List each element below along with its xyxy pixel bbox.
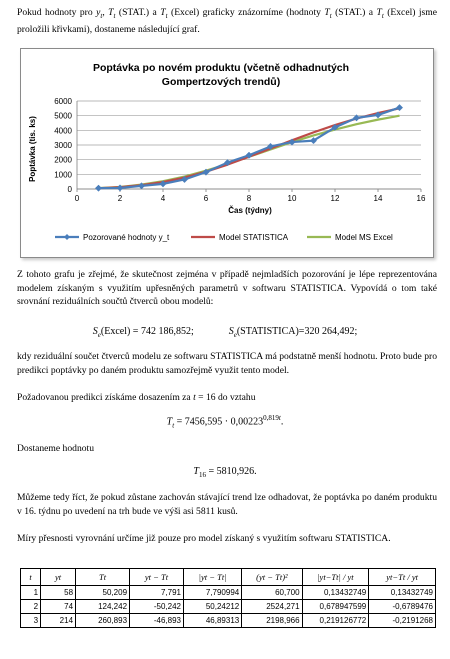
chart-title-line1: Poptávka po novém produktu (včetně odhadnutých (92, 62, 350, 74)
var-T: T (324, 7, 330, 18)
x-tick-label: 12 (330, 194, 340, 203)
se-statistica-value: (STATISTICA)=320 264,492; (236, 326, 358, 337)
intro-text-5: (STAT.) a (331, 7, 377, 18)
x-tick-label: 14 (373, 194, 383, 203)
table-cell: -0,6789476 (369, 600, 436, 614)
x-tick-label: 2 (117, 194, 123, 203)
paragraph-1: Z tohoto grafu je zřejmé, že skutečnost zejména v případě nejmladších pozorování je lépe reprezentována modelem získaným s využitím upřesněných parametrů v softwaru STATISTICA. Vypovídá o tom také srovnání reziduálních součtů čtverců obou modelů: (17, 269, 437, 307)
var-T: T (160, 7, 166, 18)
result-formula (0, 466, 450, 479)
table-cell: 60,700 (242, 586, 302, 600)
var-t: t (193, 392, 196, 403)
chart-x-axis-label: Čas (týdny) (228, 206, 272, 215)
sub-t: t (113, 11, 116, 20)
y-tick-label: 3000 (54, 141, 72, 150)
table-cell: 0,13432749 (302, 586, 369, 600)
header-diff: yt − Tt (130, 569, 184, 586)
y-tick-label: 2000 (54, 155, 72, 165)
table-cell: 2 (21, 600, 41, 614)
paragraph-4: Dostaneme hodnotu (17, 443, 95, 454)
y-tick-label: 0 (67, 185, 72, 194)
chart-series (95, 104, 402, 191)
table-cell: -50,242 (130, 600, 184, 614)
header-t: t (21, 569, 41, 586)
legend-label: Model MS Excel (335, 233, 393, 242)
demand-chart (20, 48, 434, 258)
data-point (95, 185, 101, 191)
para3-text-b: = 16 do vztahu (195, 392, 256, 403)
table-cell: 3 (21, 614, 41, 628)
chart-y-axis-label: Poptávka (tis. ks) (28, 116, 37, 182)
chart-title-line2: Gompertzových trendů) (161, 76, 281, 88)
intro-text-1: Pokud hodnoty pro (17, 7, 97, 18)
legend-label: Pozorované hodnoty y_t (83, 233, 170, 242)
legend-label: Model STATISTICA (219, 233, 289, 242)
se-formula (0, 326, 450, 339)
x-tick-label: 0 (74, 194, 80, 203)
table-cell: 2198,966 (242, 614, 302, 628)
table-cell: 0,13432749 (369, 586, 436, 600)
table-cell: 58 (41, 586, 76, 600)
y-tick-label: 4000 (54, 126, 72, 136)
sub-t: t (100, 11, 103, 20)
table-header-row (21, 569, 436, 586)
header-absdiff: |yt − Tt| (184, 569, 242, 586)
table-body (21, 586, 436, 628)
table-cell: -0,2191268 (369, 614, 436, 628)
chart-svg (21, 49, 433, 257)
para3-text-a: Požadovanou predikci získáme dosazením za (17, 392, 194, 403)
se-symbol: S (228, 326, 234, 337)
se-excel-value: (Excel) = 742 186,852; (100, 326, 194, 337)
var-T: T (193, 466, 199, 477)
intro-text-4: (Excel) graficky znázorníme (hodnoty (167, 7, 325, 18)
x-tick-label: 16 (416, 194, 426, 203)
x-tick-label: 8 (246, 194, 252, 203)
residuals-table (20, 568, 436, 628)
se-subscript: e (233, 331, 237, 339)
var-y: y (96, 7, 101, 18)
table-cell: 214 (41, 614, 76, 628)
header-relabs: |yt−Tt| / yt (302, 569, 369, 586)
x-tick-label: 10 (287, 194, 297, 203)
legend-marker (64, 234, 70, 240)
table-cell: 0,678947599 (302, 600, 369, 614)
table-cell: 74 (41, 600, 76, 614)
table-cell: 124,242 (76, 600, 130, 614)
series-line (99, 108, 400, 189)
table-cell: 260,893 (76, 614, 130, 628)
header-sqdiff: (yt − Tt)² (242, 569, 302, 586)
paragraph-3 (17, 391, 437, 405)
y-tick-label: 5000 (54, 111, 72, 121)
table-row (21, 600, 436, 614)
sub-16: 16 (198, 471, 206, 479)
table-cell: 7,791 (130, 586, 184, 600)
formula-dot: . (280, 416, 284, 428)
table-cell: 50,209 (76, 586, 130, 600)
intro-text-6: (Excel) jsme proložili křivkami), dostaneme následující graf. (17, 7, 437, 36)
table-cell: 46,89313 (184, 614, 242, 628)
header-rel: yt−Tt / yt (369, 569, 436, 586)
x-tick-label: 4 (160, 194, 166, 203)
result-value: = 5810,926. (205, 466, 257, 477)
table-cell: 1 (21, 586, 41, 600)
chart-legend (55, 233, 393, 242)
intro-text-3: (STAT.) a (115, 7, 161, 18)
intro-paragraph (17, 6, 437, 37)
formula-body: = 7456,595 · 0,00223 (174, 416, 264, 428)
table-cell: 50,24212 (184, 600, 242, 614)
table-cell: 0,219126772 (302, 614, 369, 628)
paragraph-2: kdy reziduální součet čtverců modelu ze softwaru STATISTICA má podstatně menší hodnotu. Proto bude pro predikci poptávky po daném produktu samozřejmě využit tento model. (17, 351, 437, 376)
se-subscript: e (97, 331, 101, 339)
table-row (21, 614, 436, 628)
formula-exponent-t: t (278, 414, 281, 422)
var-T: T (108, 7, 114, 18)
sub-t: t (381, 11, 384, 20)
intro-text-2: , (102, 7, 109, 18)
x-tick-label: 6 (203, 194, 209, 203)
formula-exponent: 0,819 (263, 414, 279, 422)
y-tick-label: 1000 (54, 170, 72, 180)
var-T: T (166, 416, 173, 428)
table-row (21, 586, 436, 600)
prediction-formula (0, 414, 450, 429)
table-cell: 2524,271 (242, 600, 302, 614)
sub-t: t (165, 11, 168, 20)
series-line (99, 108, 400, 188)
header-Tt: Tt (76, 569, 130, 586)
header-yt: yt (41, 569, 76, 586)
y-tick-label: 6000 (54, 97, 72, 106)
paragraph-6: Míry přesnosti vyrovnání určíme již pouze pro model získaný s využitím softwaru STATISTICA. (17, 533, 391, 544)
sub-t: t (172, 421, 175, 430)
sub-t: t (329, 11, 332, 20)
se-symbol: S (92, 326, 98, 337)
table-cell: -46,893 (130, 614, 184, 628)
table-cell: 7,790994 (184, 586, 242, 600)
var-T: T (376, 7, 382, 18)
paragraph-5: Můžeme tedy říct, že pokud zůstane zachován stávající trend lze odhadovat, že poptávka po daném produktu v 16. týdnu po uvedení na trh bude ve výši asi 5811 kusů. (17, 492, 437, 517)
